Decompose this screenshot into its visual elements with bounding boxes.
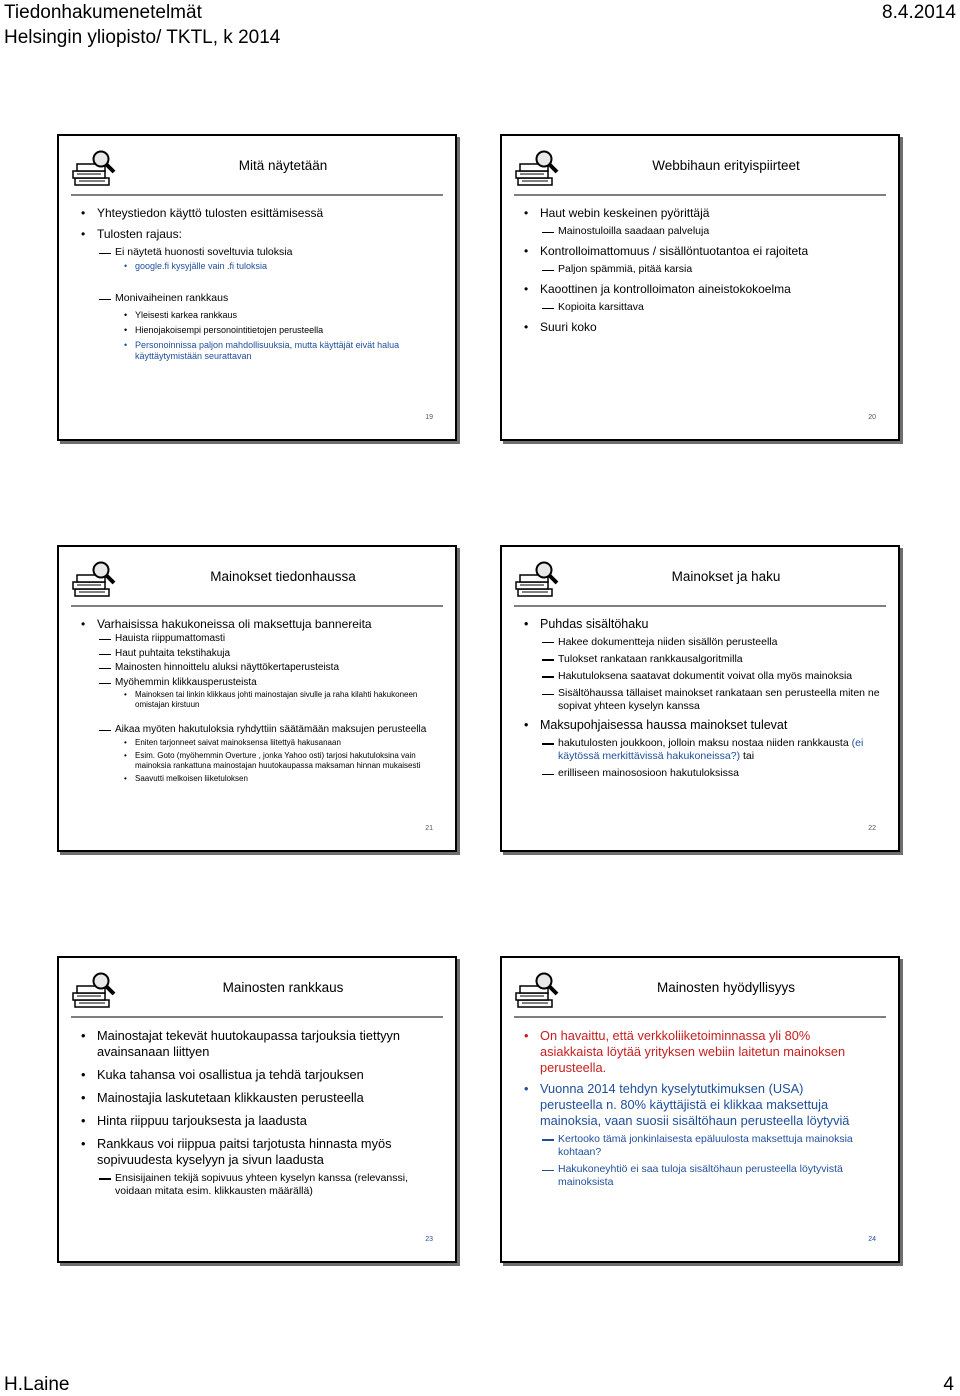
list-item: Sisältöhaussa tällaiset mainokset rankataan sen perusteella miten ne sopivat yhteen kyselyn kanssa [518,687,888,713]
list-item: • Haut webin keskeinen pyörittäjä [518,206,888,221]
list-item: • On havaittu, että verkkoliiketoiminnassa yli 80% asiakkaista löytää yrityksen webiin laitetun mainoksen perusteella. [518,1028,868,1076]
slide-title: Mainokset tiedonhaussa [210,569,356,584]
list-item: • Puhdas sisältöhaku [518,617,888,633]
books-magnifier-icon [71,970,117,1014]
list-item: • Rankkaus voi riippua paitsi tarjotusta hinnasta myös sopivuudesta kyselyyn ja sivun laadusta [75,1136,435,1168]
slide-body [518,206,888,335]
list-item: Haut puhtaita tekstihakuja [75,648,445,661]
list-item: Hakee dokumentteja niiden sisällön perusteella [518,636,888,649]
highlighted-note: (ei käytössä merkittävissä hakukoneissa?) [558,736,864,762]
books-magnifier-icon [514,148,560,192]
university-label: Helsingin yliopisto/ TKTL, k 2014 [4,27,281,48]
slide-number: 19 [425,414,433,421]
item-tail: tai [740,750,755,762]
slide-number: 20 [868,414,876,421]
list-item: • Hienojakoisempi personointitietojen perusteella [75,325,445,336]
list-item: Ei näytetä huonosti soveltuvia tuloksia [75,246,445,259]
footer-page-number: 4 [943,1374,954,1395]
list-item: Hakukoneyhtiö ei saa tuloja sisältöhaun perusteella löytyvistä mainoksista [518,1163,868,1189]
list-item: • Yleisesti karkea rankkaus [75,310,445,321]
books-magnifier-icon [514,970,560,1014]
slide-body [75,206,445,363]
slide-body [518,617,888,780]
slide-title: Mainosten rankkaus [222,980,344,995]
list-item: Hauista riippumattomasti [75,633,445,646]
slide-number: 24 [868,1236,876,1243]
list-item: • Mainostajat tekevät huutokaupassa tarjouksia tiettyyn avainsanaan liittyen [75,1028,435,1060]
list-item: • Personoinnissa paljon mahdollisuuksia, mutta käyttäjät eivät halua käyttäytymistään seurattavan [75,340,445,363]
list-item: • Kuka tahansa voi osallistua ja tehdä tarjouksen [75,1067,435,1083]
list-item: Myöhemmin klikkausperusteista [75,677,445,690]
books-magnifier-icon [514,559,560,603]
list-item: • Kontrolloimattomuus / sisällöntuotantoa ei rajoiteta [518,244,888,259]
list-item: • Kaoottinen ja kontrolloimaton aineistokokoelma [518,282,888,297]
list-item: Aikaa myöten hakutuloksia ryhdyttiin säätämään maksujen perusteella [75,724,445,737]
list-item: Kertooko tämä jonkinlaisesta epäluulosta maksettuja mainoksia kohtaan? [518,1133,868,1159]
slide-body [75,1028,435,1198]
slide-number: 21 [425,825,433,832]
slide-22 [500,545,900,852]
list-item: • Maksupohjaisessa haussa mainokset tulevat [518,718,888,734]
books-magnifier-icon [71,559,117,603]
list-item: Hakutuloksena saatavat dokumentit voivat olla myös mainoksia [518,670,888,683]
list-item: • Vuonna 2014 tehdyn kyselytutkimuksen (USA) perusteella n. 80% käyttäjistä ei klikkaa maksettuja mainoksia, vaan suosii sisältöhaun perusteella löytyviä [518,1081,868,1129]
title-divider [514,605,886,607]
list-item: • Varhaisissa hakukoneissa oli maksettuja bannereita [75,617,445,632]
list-item [518,737,888,763]
list-item: erilliseen mainososioon hakutuloksissa [518,767,888,780]
title-divider [71,605,443,607]
course-title: Tiedonhakumenetelmät [4,2,202,23]
list-item: • Mainostajia laskutetaan klikkausten perusteella [75,1090,435,1106]
title-divider [514,1016,886,1018]
list-item: Monivaiheinen rankkaus [75,292,445,305]
slide-body [75,617,445,784]
title-divider [514,194,886,196]
footer-author: H.Laine [4,1374,70,1395]
item-text: hakutulosten joukkoon, jolloin maksu nostaa niiden rankkausta [558,736,849,749]
title-divider [71,194,443,196]
list-item: Paljon spämmiä, pitää karsia [518,263,888,276]
list-item: • Saavutti melkoisen liiketuloksen [75,774,445,784]
slide-title: Mitä näytetään [238,158,328,173]
list-item: • google.fi kysyjälle vain .fi tuloksia [75,261,445,272]
slide-number: 22 [868,825,876,832]
list-item: Tulokset rankataan rankkausalgoritmilla [518,653,888,666]
books-magnifier-icon [71,148,117,192]
list-item: • Mainoksen tai linkin klikkaus johti mainostajan sivulle ja raha kilahti hakukoneen omistajan kirstuun [75,690,445,710]
list-item: • Yhteystiedon käyttö tulosten esittämisessä [75,206,445,221]
list-item: • Hinta riippuu tarjouksesta ja laadusta [75,1113,435,1129]
list-item: Kopioita karsittava [518,301,888,314]
slide-title: Mainosten hyödyllisyys [656,980,796,995]
slide-21 [57,545,457,852]
slide-24 [500,956,900,1263]
list-item: • Esim. Goto (myöhemmin Overture , jonka Yahoo osti) tarjosi hakutuloksina vain mainoksia rankattuna mainostajan huutokaupassa maksaman hinnan mukaisesti [75,751,445,771]
list-item: Mainosten hinnoittelu aluksi näyttökertaperusteista [75,662,445,675]
list-item: • Eniten tarjonneet saivat mainoksensa liitettyä hakusanaan [75,738,445,748]
slide-20 [500,134,900,441]
slide-number: 23 [425,1236,433,1243]
date-label: 8.4.2014 [882,2,956,23]
slide-title: Webbihaun erityispiirteet [652,158,800,173]
title-divider [71,1016,443,1018]
slide-body [518,1028,868,1189]
list-item: • Suuri koko [518,320,888,335]
list-item: Ensisijainen tekijä sopivuus yhteen kyselyn kanssa (relevanssi, voidaan mitata esim. klikkausten määrällä) [75,1172,435,1198]
slide-19 [57,134,457,441]
slide-23 [57,956,457,1263]
list-item: • Tulosten rajaus: [75,227,445,242]
slide-title: Mainokset ja haku [671,569,781,584]
list-item: Mainostuloilla saadaan palveluja [518,225,888,238]
